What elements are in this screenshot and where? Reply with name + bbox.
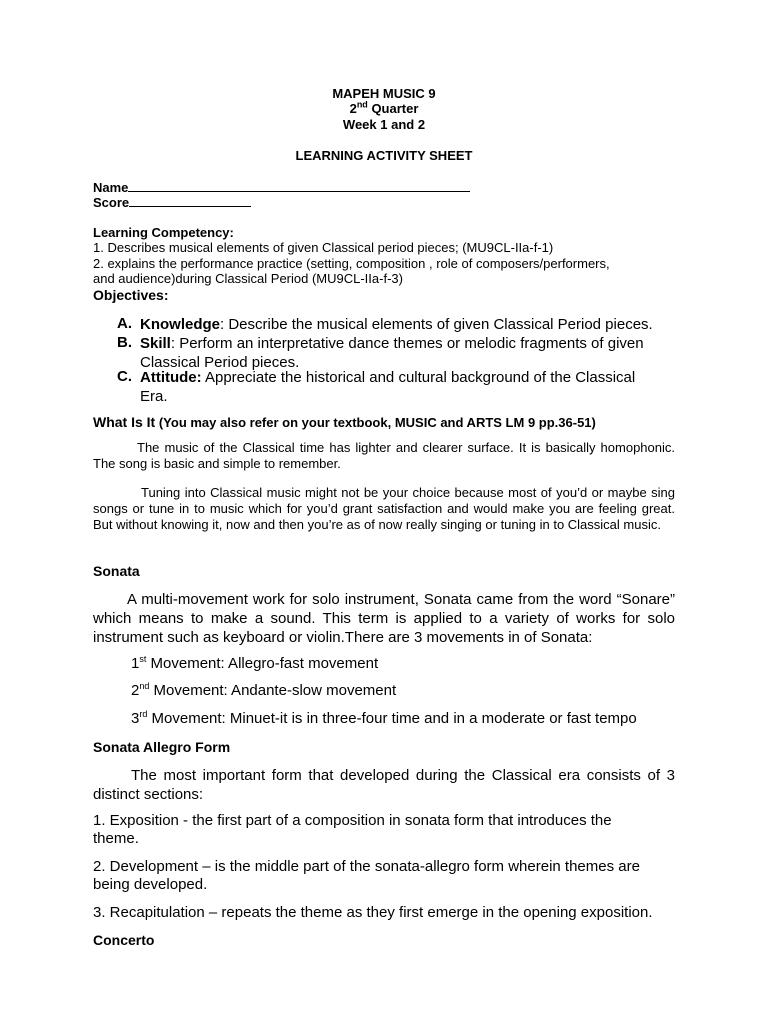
sonata-allegro-intro: The most important form that developed during the Classical era consists of 3 distinct sections: [93, 767, 675, 803]
allegro-item-development: 2. Development – is the middle part of the sonata-allegro form wherein themes are being developed. [93, 858, 640, 893]
what-is-it-paragraph-2: Tuning into Classical music might not be your choice because most of you’d or maybe sing songs or tune in to music which for you’d grant satisfaction and would make you are feeling great. But without knowing it, now and then you’re as of now really singing or tuning in to Classical music. [93, 485, 675, 532]
sonata-movement-3: 3rd Movement: Minuet-it is in three-four time and in a moderate or fast tempo [131, 709, 637, 727]
objective-attitude: Attitude: Appreciate the historical and cultural background of the Classical Era. [140, 369, 636, 405]
concerto-heading: Concerto [93, 932, 155, 948]
sonata-movement-2: 2nd Movement: Andante-slow movement [131, 681, 397, 699]
objective-skill: Skill: Perform an interpretative dance themes or melodic fragments of given Classical Period pieces. [140, 335, 644, 371]
competency-line-2a: 2. explains the performance practice (setting, composition , role of composers/performers, [93, 256, 610, 271]
allegro-item-recapitulation: 3. Recapitulation – repeats the theme as they first emerge in the opening exposition. [93, 904, 653, 921]
name-field[interactable]: Name [93, 179, 470, 195]
sheet-title: LEARNING ACTIVITY SHEET [295, 148, 473, 163]
objectives-heading: Objectives: [93, 287, 169, 303]
objective-letter-b: B. [117, 334, 132, 351]
objective-knowledge: Knowledge: Describe the musical elements of given Classical Period pieces. [140, 316, 653, 333]
competency-heading: Learning Competency: [93, 225, 234, 240]
what-is-it-paragraph-1: The music of the Classical time has lighter and clearer surface. It is basically homophonic. The song is basic and simple to remember. [93, 440, 675, 471]
objective-letter-a: A. [117, 315, 132, 332]
score-field[interactable]: Score [93, 194, 251, 210]
sonata-allegro-heading: Sonata Allegro Form [93, 739, 231, 755]
what-is-it-heading: What Is It (You may also refer on your textbook, MUSIC and ARTS LM 9 pp.36-51) [93, 414, 596, 430]
allegro-item-exposition: 1. Exposition - the first part of a composition in sonata form that introduces the theme. [93, 812, 612, 847]
name-blank[interactable] [128, 179, 470, 192]
quarter-label: 2nd Quarter [349, 99, 419, 116]
score-blank[interactable] [129, 194, 251, 207]
document-title: MAPEH MUSIC 9 [332, 86, 436, 101]
objective-letter-c: C. [117, 368, 132, 385]
sonata-paragraph: A multi-movement work for solo instrument, Sonata came from the word “Sonare” which means to make a sound. This term is applied to a variety of works for solo instrument such as keyboard or violin.There are 3 movements in of Sonata: [93, 591, 675, 646]
competency-line-1: 1. Describes musical elements of given Classical period pieces; (MU9CL-IIa-f-1) [93, 240, 554, 255]
sonata-heading: Sonata [93, 563, 140, 579]
sonata-movement-1: 1st Movement: Allegro-fast movement [131, 654, 379, 672]
week-label: Week 1 and 2 [342, 117, 426, 132]
competency-line-2b: and audience)during Classical Period (MU9CL-IIa-f-3) [93, 271, 403, 286]
